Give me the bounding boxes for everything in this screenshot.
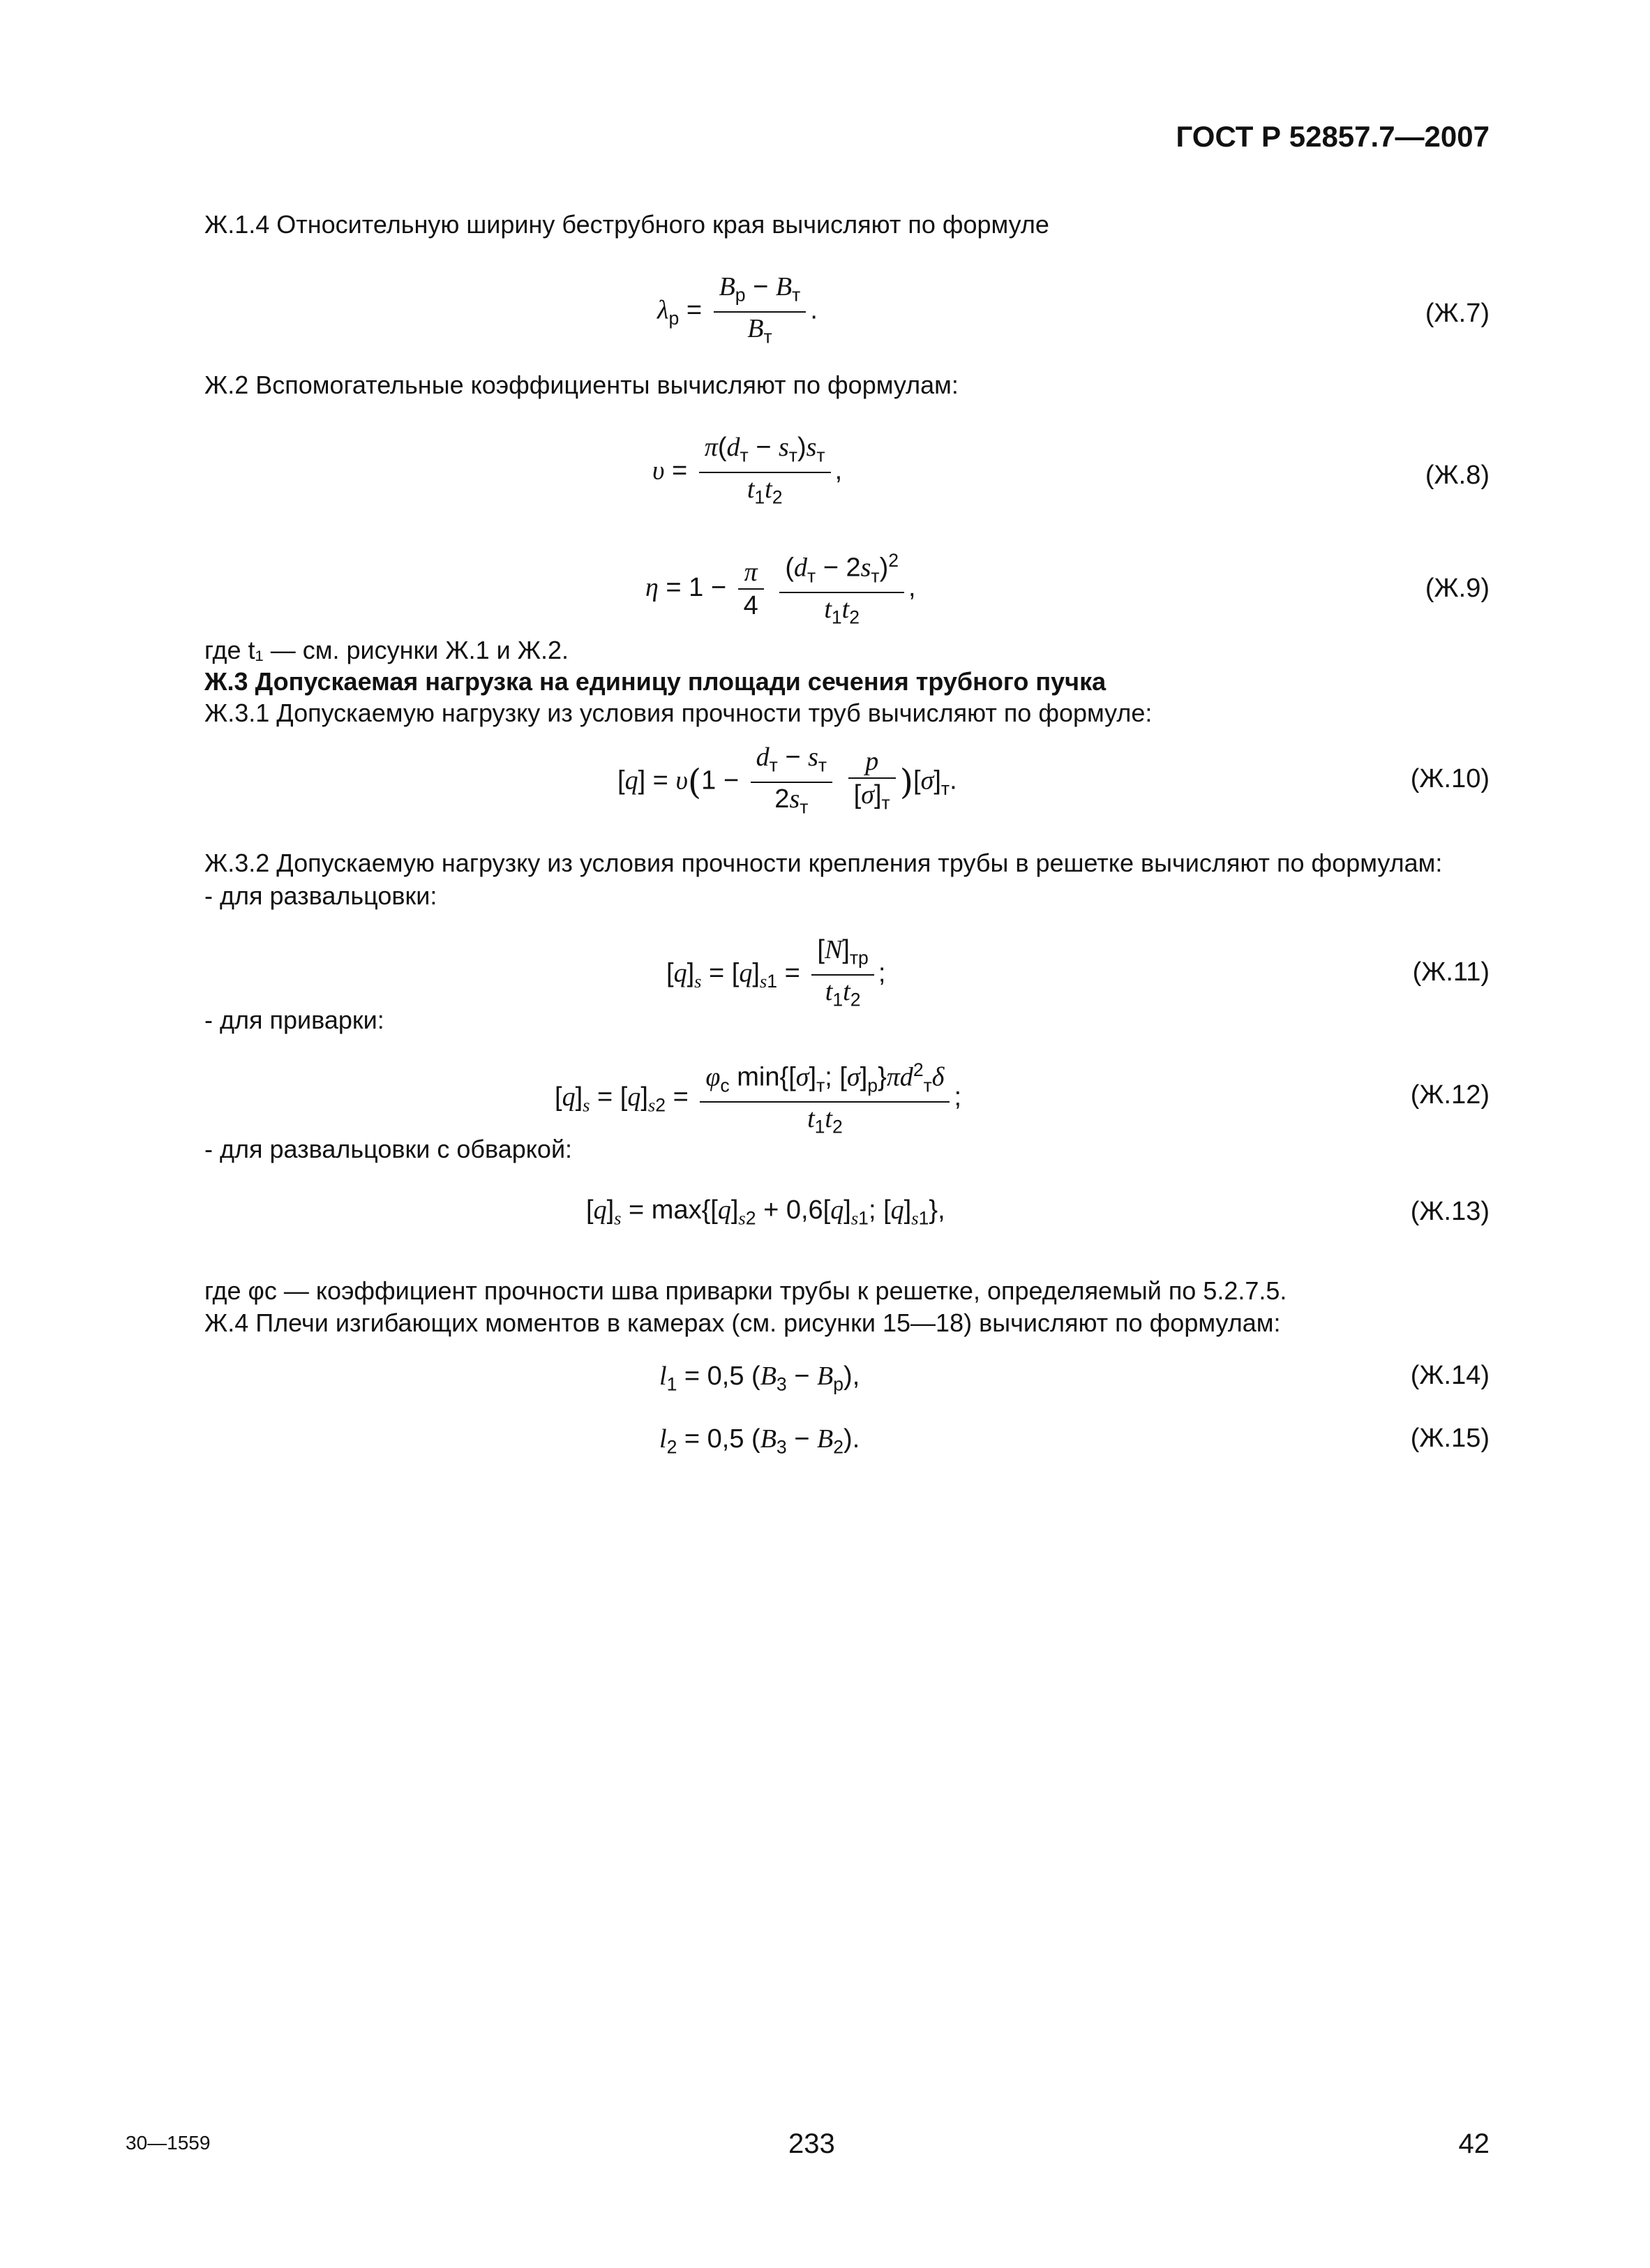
paragraph-where-t1: где t₁ — см. рисунки Ж.1 и Ж.2. bbox=[204, 636, 569, 664]
footer-page-number: 233 bbox=[788, 2128, 835, 2159]
item-rolling: - для развальцовки: bbox=[204, 881, 437, 910]
paragraph-zh-4: Ж.4 Плечи изгибающих моментов в камерах (см. рисунки 15—18) вычисляют по формулам: bbox=[204, 1308, 1281, 1337]
formula-zh-11: $[q]_s = [q]_{s1}$ = $[N]_{тр}$ $t_1t_2$ ; bbox=[666, 935, 886, 1010]
formula-zh-9: η = 1 − $\frac{\pi}{4}$ $(d_т - 2s_т)^2$ $t_1t_2$ , bbox=[645, 544, 916, 634]
formula-zh-10: [q] = υ(1 − $d_т - s_т$ $2s_т$ p $[\sigma]_т$ )$[\sigma]_т$. bbox=[617, 743, 957, 818]
equation-number-zh-12: (Ж.12) bbox=[1410, 1080, 1490, 1110]
formula-zh-13: $[q]_s = \max\{[q]_{s2} + 0,6[q]_{s1}$; $[q]_{s1}$}, bbox=[586, 1195, 945, 1229]
equation-number-zh-9: (Ж.9) bbox=[1425, 574, 1490, 603]
equation-number-zh-7: (Ж.7) bbox=[1425, 299, 1490, 328]
paragraph-zh-2: Ж.2 Вспомогательные коэффициенты вычисляют по формулам: bbox=[204, 371, 959, 399]
equation-number-zh-8: (Ж.8) bbox=[1425, 461, 1490, 490]
paragraph-zh-3-2: Ж.3.2 Допускаемую нагрузку из условия прочности крепления трубы в решетке вычисляют по формулам: bbox=[204, 849, 1443, 877]
formula-zh-8: υ = $\pi(d_т - s_т)s_т$ $t_1t_2$ , bbox=[652, 433, 843, 508]
equation-number-zh-11: (Ж.11) bbox=[1412, 957, 1490, 987]
paragraph-zh-1-4: Ж.1.4 Относительную ширину беструбного края вычисляют по формуле bbox=[204, 210, 1049, 239]
footer-print-code: 30—1559 bbox=[126, 2132, 211, 2154]
paragraph-zh-3-1: Ж.3.1 Допускаемую нагрузку из условия прочности труб вычисляют по формуле: bbox=[204, 699, 1153, 727]
formula-zh-14: $l_1 = 0,5$ $(B_3 - B_р)$, bbox=[659, 1361, 860, 1395]
item-rolling-with-welding: - для развальцовки с обваркой: bbox=[204, 1135, 573, 1163]
formula-zh-12: $[q]_s = [q]_{s2}$ = $\varphi_с$ $\min\{[\sigma]_т$; $[\sigma]_р\}\pi d^2_т\delta$ $t_1t_2$ ; bbox=[555, 1054, 961, 1143]
equation-number-zh-10: (Ж.10) bbox=[1410, 764, 1490, 793]
heading-zh-3: Ж.3 Допускаемая нагрузка на единицу площади сечения трубного пучка bbox=[204, 667, 1107, 696]
equation-number-zh-13: (Ж.13) bbox=[1410, 1197, 1490, 1226]
formula-zh-7: $\lambda_р$ = $B_р - B_т$ $B_т$ . bbox=[657, 272, 818, 348]
item-welding: - для приварки: bbox=[204, 1006, 384, 1034]
footer-sheet-number: 42 bbox=[1458, 2128, 1490, 2159]
formula-zh-15: $l_2 = 0,5$ $(B_3 - B_2)$. bbox=[659, 1424, 860, 1458]
equation-number-zh-14: (Ж.14) bbox=[1410, 1361, 1490, 1390]
standard-code-header: ГОСТ Р 52857.7—2007 bbox=[1176, 120, 1490, 153]
equation-number-zh-15: (Ж.15) bbox=[1410, 1424, 1490, 1453]
paragraph-where-phi: где φс — коэффициент прочности шва приварки трубы к решетке, определяемый по 5.2.7.5. bbox=[204, 1276, 1287, 1305]
